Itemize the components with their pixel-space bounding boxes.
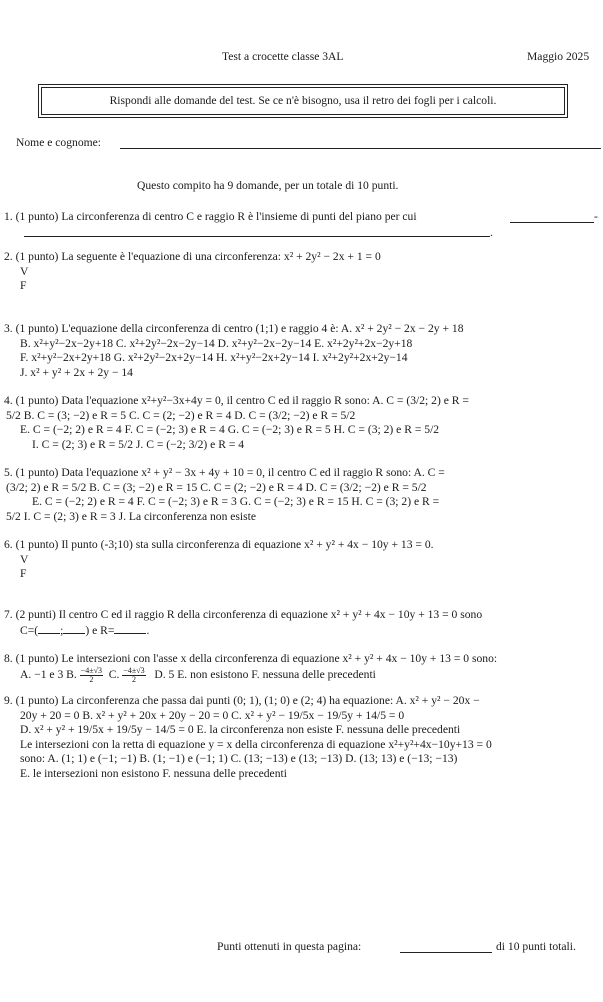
q3-line-2: B. x²+y²−2x−2y+18 C. x²+2y²−2x−2y−14 D. x²+y²−2x−2y−14 E. x²+2y²+2x−2y+18 bbox=[20, 336, 413, 350]
q9-line-3: D. x² + y² + 19/5x + 19/5y − 14/5 = 0 E. la circonferenza non esiste F. nessuna delle precedenti bbox=[20, 723, 461, 736]
q2-option-v[interactable]: V bbox=[20, 264, 29, 278]
q6-text: 6. (1 punto) Il punto (-3;10) sta sulla circonferenza di equazione x² + y² + 4x − 10y + 13 = 0. bbox=[4, 538, 434, 551]
q5-line-1: 5. (1 punto) Data l'equazione x² + y² − 3x + 4y + 10 = 0, il centro C ed il raggio R sono: A. C = bbox=[4, 466, 445, 479]
q7-period: . bbox=[146, 623, 150, 637]
q4-line-2: 5/2 B. C = (3; −2) e R = 5 C. C = (2; −2) e R = 4 D. C = (3/2; −2) e R = 5/2 bbox=[6, 408, 356, 422]
question-5 bbox=[4, 466, 600, 524]
points-total: di 10 punti totali. bbox=[496, 940, 576, 953]
test-date: Maggio 2025 bbox=[527, 50, 590, 63]
q7-cx-blank[interactable] bbox=[38, 623, 60, 634]
q8-fraction-c[interactable]: $\frac{-4\pm√3}{2}$ bbox=[123, 665, 145, 684]
q9-line-2: 20y + 20 = 0 B. x² + y² + 20x + 20y − 20 = 0 C. x² + y² − 19/5x − 19/5y + 14/5 = 0 bbox=[20, 708, 405, 722]
q1-answer-line-2[interactable] bbox=[24, 236, 490, 237]
q9-line-1: 9. (1 punto) La circonferenza che passa dai punti (0; 1), (1; 0) e (2; 4) ha equazione: A. x² + y² − 20x − bbox=[4, 694, 480, 707]
q1-period: . bbox=[490, 226, 493, 239]
q4-line-3: E. C = (−2; 2) e R = 4 F. C = (−2; 3) e R = 4 G. C = (−2; 3) e R = 5 H. C = (3; 2) e R = 5/2 bbox=[20, 423, 440, 436]
q5-line-2: (3/2; 2) e R = 5/2 B. C = (3; −2) e R = 15 C. C = (2; −2) e R = 4 D. C = (3/2; −2) e R = 5/2 bbox=[6, 480, 427, 494]
q9-line-4: Le intersezioni con la retta di equazione y = x della circonferenza di equazione x²+y²+4x−10y+13 = 0 bbox=[20, 737, 492, 751]
instructions-text: Rispondi alle domande del test. Se ce n'è bisogno, usa il retro dei fogli per i calcoli. bbox=[41, 87, 565, 115]
q5-line-3: E. C = (−2; 2) e R = 4 F. C = (−2; 3) e R = 3 G. C = (−2; 3) e R = 15 H. C = (3; 2) e R = bbox=[32, 495, 440, 508]
q6-option-f[interactable]: F bbox=[20, 567, 27, 580]
q8-option-a[interactable]: A. −1 e 3 B. bbox=[20, 667, 77, 681]
q9-line-6: E. le intersezioni non esistono F. nessuna delle precedenti bbox=[20, 766, 287, 780]
q3-line-1: 3. (1 punto) L'equazione della circonferenza di centro (1;1) e raggio 4 è: A. x² + 2y² − 2x − 2y + 18 bbox=[4, 322, 464, 335]
q7-line-1: 7. (2 punti) Il centro C ed il raggio R della circonferenza di equazione x² + y² + 4x − 10y + 13 = 0 sono bbox=[4, 608, 483, 621]
q7-r-blank[interactable] bbox=[114, 623, 146, 634]
points-label: Punti ottenuti in questa pagina: bbox=[217, 940, 362, 953]
q9-line-5: sono: A. (1; 1) e (−1; −1) B. (1; −1) e (−1; 1) C. (13; −13) e (13; −13) D. (13; 13) e (−13; −13) bbox=[20, 752, 458, 765]
question-3 bbox=[4, 322, 600, 380]
name-label: Nome e cognome: bbox=[16, 136, 101, 149]
q8-option-rest[interactable]: D. 5 E. non esistono F. nessuna delle precedenti bbox=[154, 667, 376, 681]
q7-separator: ; bbox=[60, 623, 64, 637]
q4-line-1: 4. (1 punto) Data l'equazione x²+y²−3x+4y = 0, il centro C ed il raggio R sono: A. C = (3/2; 2) e R = bbox=[4, 394, 469, 407]
q2-option-f[interactable]: F bbox=[20, 279, 27, 292]
q2-text: 2. (1 punto) La seguente è l'equazione di una circonferenza: x² + 2y² − 2x + 1 = 0 bbox=[4, 250, 381, 263]
q5-line-4: 5/2 I. C = (2; 3) e R = 3 J. La circonferenza non esiste bbox=[6, 509, 257, 523]
q7-cy-blank[interactable] bbox=[63, 623, 85, 634]
points-field[interactable] bbox=[400, 952, 492, 953]
q7-c-label: C=( bbox=[20, 623, 39, 637]
question-2 bbox=[4, 250, 600, 294]
q3-line-3: F. x²+y²−2x+2y+18 G. x²+2y²−2x+2y−14 H. x²+y²−2x+2y−14 I. x²+2y²+2x+2y−14 bbox=[20, 351, 408, 364]
q7-r-label: ) e R= bbox=[85, 623, 115, 637]
name-field[interactable] bbox=[120, 148, 601, 149]
test-title: Test a crocette classe 3AL bbox=[222, 50, 344, 63]
q6-option-v[interactable]: V bbox=[20, 552, 29, 566]
q1-dash: - bbox=[594, 210, 598, 223]
intro-text: Questo compito ha 9 domande, per un totale di 10 punti. bbox=[137, 179, 399, 192]
q4-line-4: I. C = (2; 3) e R = 5/2 J. C = (−2; 3/2) e R = 4 bbox=[32, 437, 245, 451]
question-8 bbox=[4, 652, 600, 684]
question-6 bbox=[4, 538, 600, 582]
q8-option-c[interactable]: C. bbox=[108, 667, 120, 681]
q3-line-4: J. x² + y² + 2x + 2y − 14 bbox=[20, 365, 133, 379]
q1-text: 1. (1 punto) La circonferenza di centro C e raggio R è l'insieme di punti del piano per cui bbox=[4, 210, 417, 223]
question-9 bbox=[4, 694, 600, 781]
instructions-box bbox=[38, 84, 568, 118]
q8-fraction-b[interactable]: $\frac{-4\pm√3}{2}$ bbox=[80, 665, 102, 684]
question-4 bbox=[4, 394, 600, 452]
q1-answer-line-1[interactable] bbox=[510, 222, 594, 223]
question-7 bbox=[4, 608, 600, 638]
q8-line-1: 8. (1 punto) Le intersezioni con l'asse x della circonferenza di equazione x² + y² + 4x − 10y + 13 = 0 sono: bbox=[4, 652, 498, 665]
